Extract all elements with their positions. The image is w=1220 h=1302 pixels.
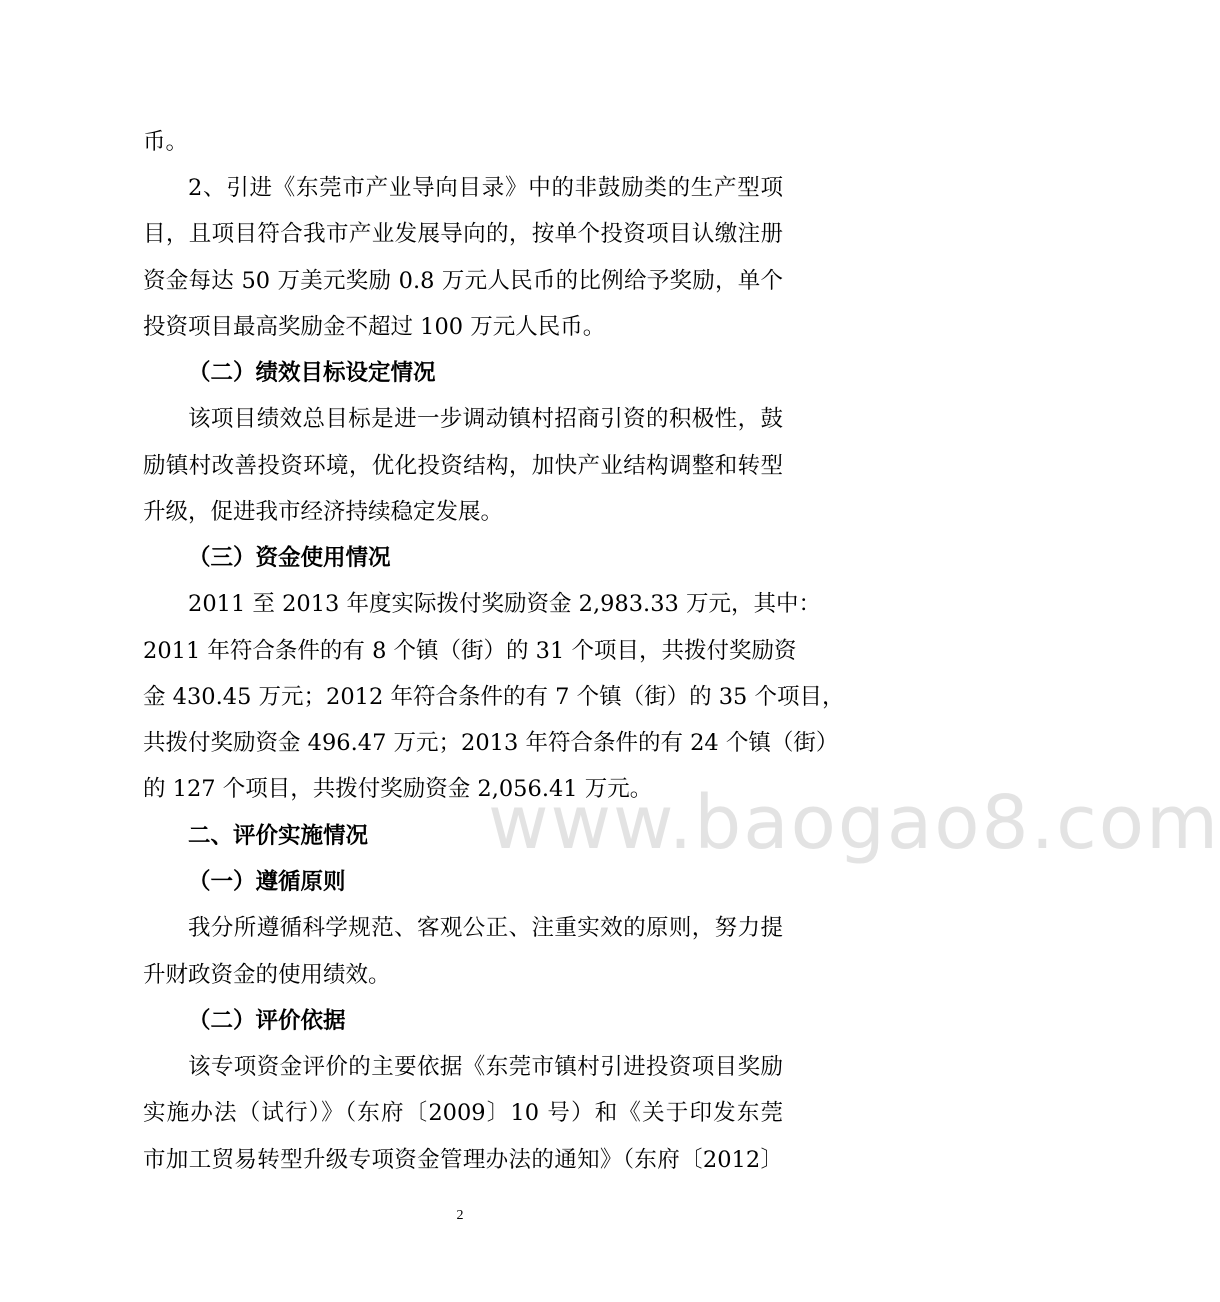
body-text-line: 投资项目最高奖励金不超过 100 万元人民币。	[143, 314, 606, 340]
body-text-line: 2011 至 2013 年度实际拨付奖励资金 2,983.33 万元，其中：	[188, 591, 821, 617]
section-heading: （一）遵循原则	[188, 869, 346, 895]
section-heading: （二）绩效目标设定情况	[188, 360, 436, 386]
body-text-line: 升级，促进我市经济持续稳定发展。	[143, 499, 504, 525]
body-text-line: 的 127 个项目，共拨付奖励资金 2,056.41 万元。	[143, 776, 653, 802]
body-text-line: 金 430.45 万元；2012 年符合条件的有 7 个镇（街）的 35 个项目，	[143, 684, 845, 710]
body-text-line: 共拨付奖励资金 496.47 万元；2013 年符合条件的有 24 个镇（街）	[143, 730, 839, 756]
body-text-line: 2、引进《东莞市产业导向目录》中的非鼓励类的生产型项	[188, 175, 783, 201]
watermark: www.baogao8.com	[488, 780, 1220, 866]
body-text-line: 我分所遵循科学规范、客观公正、注重实效的原则，努力提	[188, 915, 783, 941]
body-text-line: 升财政资金的使用绩效。	[143, 962, 391, 988]
body-text-line: 励镇村改善投资环境，优化投资结构，加快产业结构调整和转型	[143, 453, 783, 479]
section-heading: （三）资金使用情况	[188, 545, 391, 571]
body-text-line: 2011 年符合条件的有 8 个镇（街）的 31 个项目，共拨付奖励资	[143, 638, 797, 664]
body-text-line: 该项目绩效总目标是进一步调动镇村招商引资的积极性，鼓	[188, 406, 783, 432]
chapter-heading: 二、评价实施情况	[188, 823, 369, 849]
body-text-line: 该专项资金评价的主要依据《东莞市镇村引进投资项目奖励	[188, 1054, 783, 1080]
body-text-line: 实施办法（试行）》（东府〔2009〕10 号）和《关于印发东莞	[143, 1100, 783, 1126]
body-text-line: 资金每达 50 万美元奖励 0.8 万元人民币的比例给予奖励，单个	[143, 268, 783, 294]
page-number: 2	[456, 1208, 464, 1223]
section-heading: （二）评价依据	[188, 1008, 346, 1034]
body-text-line: 市加工贸易转型升级专项资金管理办法的通知》（东府〔2012〕	[143, 1147, 783, 1173]
body-text-line: 币。	[143, 129, 189, 155]
body-text-line: 目，且项目符合我市产业发展导向的，按单个投资项目认缴注册	[143, 221, 783, 247]
